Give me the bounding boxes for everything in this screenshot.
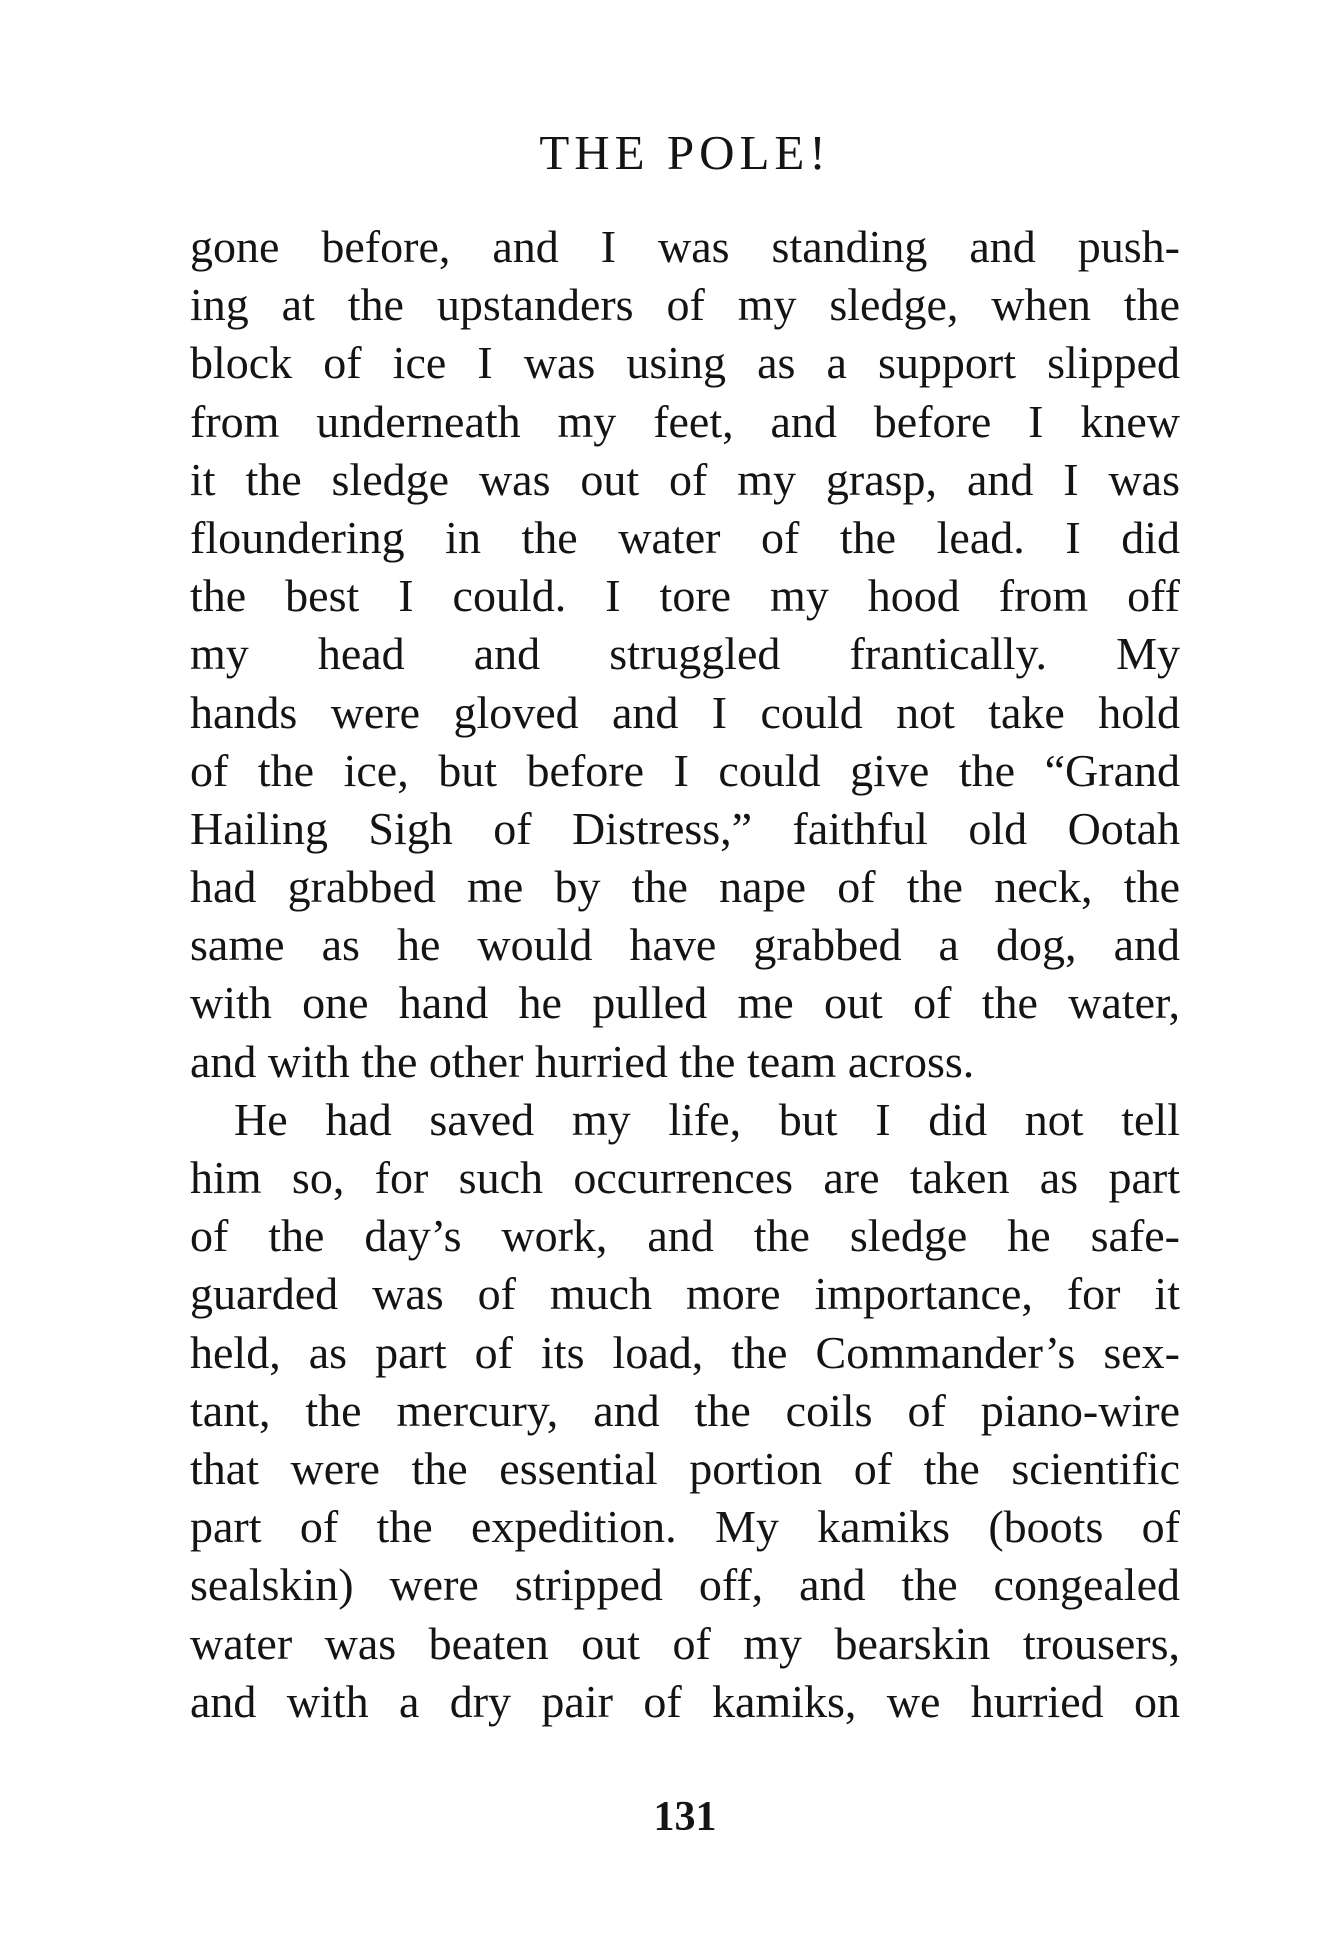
paragraph-1: [190, 218, 1180, 1091]
text-line: it the sledge was out of my grasp, and I was: [190, 453, 1180, 505]
text-line: Hailing Sigh of Distress,” faithful old Ootah: [190, 802, 1180, 854]
text-line: and with the other hurried the team across.: [190, 1035, 975, 1087]
text-line: my head and struggled frantically. My: [190, 628, 1180, 680]
text-line: ing at the upstanders of my sledge, when the: [190, 279, 1180, 331]
text-line: him so, for such occurrences are taken as part: [190, 1152, 1180, 1203]
paragraph-2: [190, 1091, 1180, 1731]
text-line: same as he would have grabbed a dog, and: [190, 919, 1180, 971]
text-line: and with a dry pair of kamiks, we hurried on: [190, 1675, 1180, 1727]
text-line: floundering in the water of the lead. I did: [190, 511, 1180, 563]
text-line: the best I could. I tore my hood from off: [190, 570, 1180, 622]
text-line: water was beaten out of my bearskin trousers,: [190, 1617, 1180, 1669]
text-line: from underneath my feet, and before I knew: [190, 395, 1180, 447]
text-line: that were the essential portion of the scientific: [190, 1442, 1180, 1494]
text-line: of the ice, but before I could give the “Grand: [190, 744, 1180, 796]
text-line: He had saved my life, but I did not tell: [234, 1093, 1180, 1145]
text-line: had grabbed me by the nape of the neck, the: [190, 861, 1180, 913]
text-line: hands were gloved and I could not take hold: [190, 686, 1180, 738]
text-line: tant, the mercury, and the coils of piano-wire: [190, 1384, 1180, 1436]
text-line: guarded was of much more importance, for it: [190, 1268, 1180, 1320]
text-line: of the day’s work, and the sledge he safe-: [190, 1210, 1180, 1262]
running-head: THE POLE!: [539, 125, 831, 180]
text-line: part of the expedition. My kamiks (boots of: [190, 1501, 1180, 1553]
text-line: held, as part of its load, the Commander’s sex-: [190, 1326, 1180, 1378]
page-number: 131: [653, 1794, 717, 1840]
text-line: block of ice I was using as a support slipped: [190, 337, 1180, 389]
body-text: [190, 218, 1180, 1731]
text-line: gone before, and I was standing and push-: [190, 221, 1180, 272]
text-line: sealskin) were stripped off, and the congealed: [190, 1559, 1180, 1611]
text-line: with one hand he pulled me out of the water,: [190, 977, 1180, 1029]
